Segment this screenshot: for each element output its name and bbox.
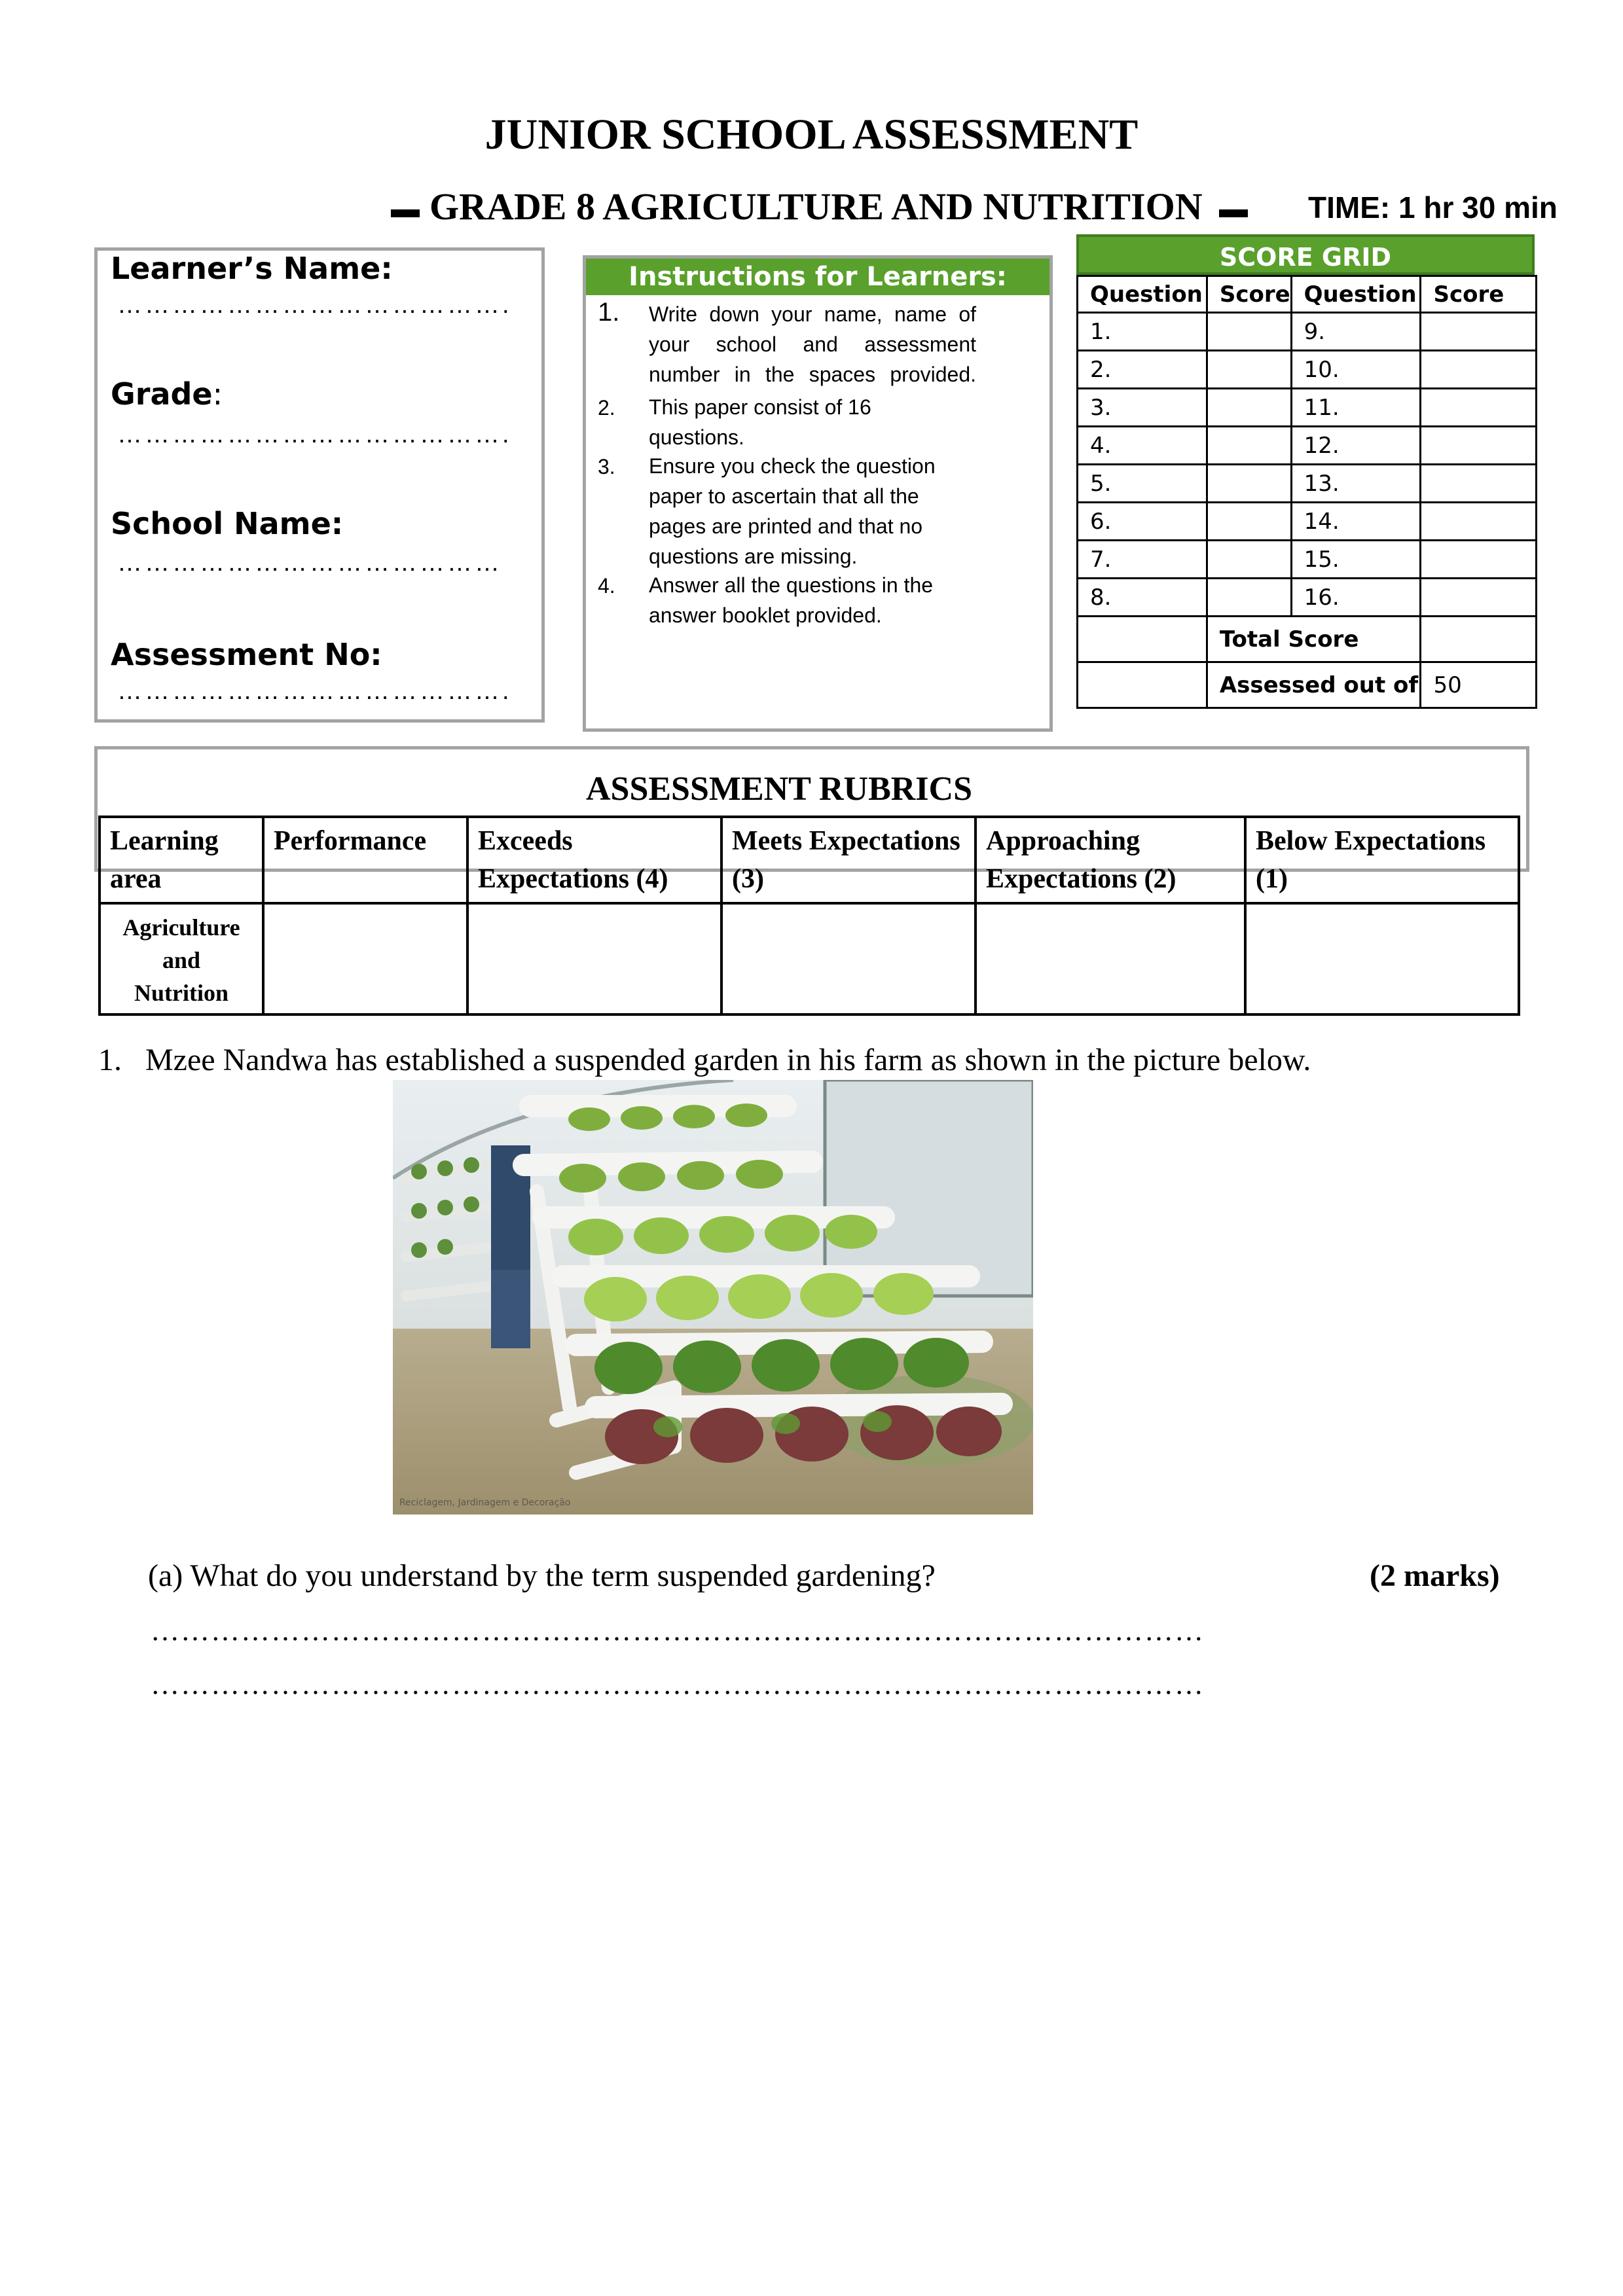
learning-area-line: Nutrition [134,980,228,1006]
learner-name-field[interactable]: ……………………………………. [117,291,512,319]
question-number: 8. [1078,579,1207,617]
score-cell[interactable] [1421,503,1537,541]
score-row [1078,465,1537,503]
question-1a-marks: (2 marks) [1370,1558,1500,1593]
question-1a: (a) What do you understand by the term suspended gardening? [148,1558,936,1593]
rubric-header-performance: Performance [263,817,467,903]
time-value: 1 hr 30 min [1398,190,1558,224]
score-row [1078,503,1537,541]
question-number: 3. [1078,389,1207,427]
subtitle-text: GRADE 8 AGRICULTURE AND NUTRITION [429,185,1203,228]
instruction-number: 2. [598,396,615,420]
question-number: 1. [1078,313,1207,351]
total-score-cell[interactable] [1421,617,1537,662]
score-cell[interactable] [1421,389,1537,427]
instructions-box [583,255,1053,732]
question-number: 2. [1078,351,1207,389]
rubric-header-below: Below Expectations (1) [1245,817,1519,903]
question-number: 11. [1291,389,1421,427]
total-score-row [1078,617,1537,662]
time-allowed [1308,190,1558,225]
learner-details-box [94,247,545,723]
score-grid-heading: SCORE GRID [1076,234,1535,275]
rubric-header-approaching: Approaching Expectations (2) [976,817,1245,903]
score-row [1078,427,1537,465]
score-cell[interactable] [1421,427,1537,465]
score-cell[interactable] [1207,351,1291,389]
question-number: 7. [1078,541,1207,579]
rubric-table [98,816,1520,1016]
answer-line[interactable]: …………………………………………………………………………………………… [151,1668,1205,1700]
rubric-approaching-cell[interactable] [976,903,1245,1014]
score-cell[interactable] [1421,541,1537,579]
score-row [1078,351,1537,389]
learning-area-line: and [162,947,201,973]
question-number: 16. [1291,579,1421,617]
question-number: 4. [1078,427,1207,465]
rubric-below-cell[interactable] [1245,903,1519,1014]
assessed-out-of-label: Assessed out of [1207,662,1421,708]
assessment-no-label: Assessment No: [111,637,382,672]
question-number: 10. [1291,351,1421,389]
score-row [1078,579,1537,617]
instruction-number: 3. [598,455,615,478]
score-cell[interactable] [1207,427,1291,465]
score-row [1078,389,1537,427]
page-subtitle [393,185,1203,228]
score-cell[interactable] [1207,579,1291,617]
total-score-label: Total Score [1207,617,1421,662]
school-name-label: School Name: [111,506,344,541]
school-name-field[interactable]: …………………………………… [117,549,502,577]
question-number: 12. [1291,427,1421,465]
title-dash-right [1219,209,1248,217]
rubric-title: ASSESSMENT RUBRICS [585,770,973,808]
grade-label-text: Grade [111,376,213,412]
question-number: 15. [1291,541,1421,579]
instruction-item: Answer all the questions in the answer booklet provided. [649,573,934,627]
question-number: 13. [1291,465,1421,503]
page-title: JUNIOR SCHOOL ASSESSMENT [484,111,1139,158]
grade-field[interactable]: ……………………………………. [117,421,512,448]
assessed-out-of-row [1078,662,1537,708]
instruction-item: Ensure you check the question paper to ascertain that all the pages are printed and that no questions are missing. [649,454,936,568]
answer-line[interactable]: …………………………………………………………………………………………… [151,1615,1205,1647]
assessment-no-field[interactable]: ……………………………………. [117,677,512,705]
rubric-header-meets: Meets Expectations (3) [721,817,976,903]
rubric-performance-cell[interactable] [263,903,467,1014]
learning-area-line: Agriculture [122,914,240,941]
question-number: 5. [1078,465,1207,503]
question-1 [98,1042,1311,1078]
score-row [1078,313,1537,351]
photo-caption: Reciclagem, Jardinagem e Decoração [399,1498,571,1508]
question-number: 14. [1291,503,1421,541]
learner-name-label: Learner’s Name: [111,251,393,286]
grade-label [111,376,223,412]
question-text: Mzee Nandwa has established a suspended garden in his farm as shown in the picture below. [145,1043,1311,1077]
question-number: 9. [1291,313,1421,351]
instructions-heading: Instructions for Learners: [586,259,1049,295]
score-cell[interactable] [1207,389,1291,427]
score-cell[interactable] [1207,503,1291,541]
instruction-number: 1. [598,298,620,327]
time-label: TIME: [1308,190,1391,224]
instruction-item: This paper consist of 16 questions. [649,395,871,449]
grade-colon: : [212,376,223,412]
rubric-header-exceeds: Exceeds Expectations (4) [467,817,721,903]
column-header: Question [1291,276,1421,313]
score-cell[interactable] [1421,351,1537,389]
score-cell[interactable] [1207,465,1291,503]
suspended-garden-photo [393,1080,1033,1515]
column-header: Question [1078,276,1207,313]
score-cell[interactable] [1421,579,1537,617]
rubric-exceeds-cell[interactable] [467,903,721,1014]
rubric-learning-area-cell [100,903,263,1014]
score-grid-table [1076,275,1537,709]
empty-cell [1078,617,1207,662]
score-cell[interactable] [1207,541,1291,579]
instruction-number: 4. [598,574,615,598]
column-header: Score [1207,276,1291,313]
score-cell[interactable] [1421,313,1537,351]
question-number: 1. [98,1043,122,1077]
column-header: Score [1421,276,1537,313]
question-number: 6. [1078,503,1207,541]
empty-cell [1078,662,1207,708]
score-cell[interactable] [1207,313,1291,351]
rubric-meets-cell[interactable] [721,903,976,1014]
score-cell[interactable] [1421,465,1537,503]
instruction-item: Write down your name, name of your school and assessment number in the spaces provided. [649,302,976,386]
score-row [1078,541,1537,579]
assessed-out-of-value: 50 [1421,662,1537,708]
rubric-header-learning-area: Learning area [100,817,263,903]
